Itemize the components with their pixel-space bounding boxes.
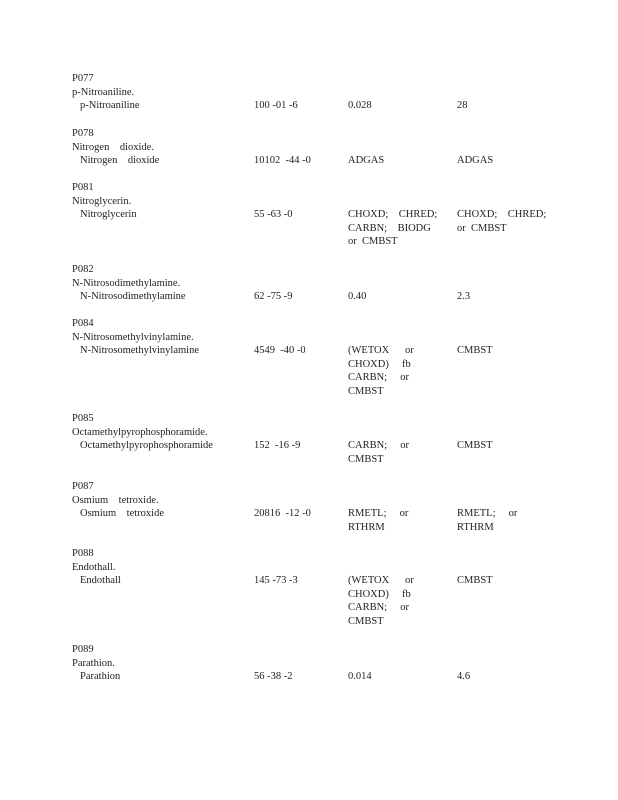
nonwastewater-line: 2.3	[457, 291, 471, 302]
waste-name: Endothall.	[72, 561, 116, 573]
wastewater-standard	[348, 154, 448, 168]
wastewater-line: RTHRM	[348, 521, 385, 533]
wastewater-line: CMBST	[348, 615, 384, 627]
constituent-row	[72, 439, 572, 465]
nonwastewater-standard	[457, 290, 557, 304]
waste-code: P089	[72, 644, 94, 655]
cas-number: 145 -73 -3	[254, 575, 298, 586]
nonwastewater-standard	[457, 99, 557, 113]
waste-entry	[72, 480, 572, 533]
constituent-row	[72, 507, 572, 533]
constituent-name: Nitrogen dioxide	[80, 155, 160, 166]
cas-number: 20816 -12 -0	[254, 508, 311, 519]
nonwastewater-standard	[457, 670, 557, 684]
nonwastewater-standard	[457, 154, 557, 168]
wastewater-line: CARBN; BIODG	[348, 222, 431, 234]
waste-code: P084	[72, 318, 94, 329]
nonwastewater-line: CMBST	[457, 345, 493, 356]
wastewater-line: (WETOX or	[348, 345, 414, 356]
waste-entry	[72, 263, 572, 304]
nonwastewater-standard	[457, 574, 557, 588]
nonwastewater-line: RMETL; or	[457, 508, 518, 519]
wastewater-line: CHOXD) fb	[348, 358, 411, 370]
cas-number: 62 -75 -9	[254, 291, 293, 302]
waste-code: P081	[72, 182, 94, 193]
waste-entry	[72, 547, 572, 627]
waste-code: P077	[72, 73, 94, 84]
nonwastewater-line: CHOXD; CHRED;	[457, 209, 547, 220]
wastewater-line: CARBN; or	[348, 440, 409, 451]
wastewater-line: CHOXD) fb	[348, 588, 411, 600]
wastewater-standard	[348, 670, 448, 684]
waste-name: Nitroglycerin.	[72, 195, 132, 207]
cas-number: 152 -16 -9	[254, 440, 301, 451]
waste-name: N-Nitrosomethylvinylamine.	[72, 331, 194, 343]
wastewater-line: CARBN; or	[348, 372, 409, 383]
constituent-row	[72, 574, 572, 627]
constituent-row	[72, 290, 572, 304]
constituent-name: Octamethylpyrophosphoramide	[80, 440, 213, 451]
wastewater-line: CMBST	[348, 385, 384, 397]
nonwastewater-line: ADGAS	[457, 155, 494, 166]
nonwastewater-standard	[457, 507, 557, 534]
nonwastewater-standard	[457, 208, 557, 235]
constituent-name: N-Nitrosomethylvinylamine	[80, 345, 199, 356]
wastewater-line: or CMBST	[348, 236, 398, 247]
waste-code: P088	[72, 548, 94, 559]
wastewater-line: RMETL; or	[348, 508, 409, 519]
wastewater-standard	[348, 439, 448, 466]
cas-number: 56 -38 -2	[254, 671, 293, 682]
wastewater-line: CARBN; or	[348, 602, 409, 613]
waste-code: P085	[72, 413, 94, 424]
constituent-row	[72, 99, 572, 113]
cas-number: 10102 -44 -0	[254, 155, 311, 166]
nonwastewater-standard	[457, 344, 557, 358]
constituent-name: N-Nitrosodimethylamine	[80, 291, 186, 302]
nonwastewater-line: 4.6	[457, 671, 471, 682]
wastewater-standard	[348, 208, 448, 249]
nonwastewater-standard	[457, 439, 557, 453]
constituent-row	[72, 670, 572, 684]
constituent-row	[72, 344, 572, 397]
waste-entry	[72, 72, 572, 113]
constituent-name: Nitroglycerin	[80, 209, 137, 220]
wastewater-standard	[348, 574, 448, 628]
cas-number: 55 -63 -0	[254, 209, 293, 220]
cas-number: 100 -01 -6	[254, 100, 298, 111]
wastewater-line: 0.028	[348, 100, 372, 111]
waste-code: P082	[72, 264, 94, 275]
waste-name: Octamethylpyrophosphoramide.	[72, 426, 208, 438]
constituent-name: p-Nitroaniline	[80, 100, 140, 111]
constituent-row	[72, 208, 572, 247]
constituent-name: Endothall	[80, 575, 121, 586]
wastewater-line: CMBST	[348, 453, 384, 465]
wastewater-standard	[348, 344, 448, 398]
cas-number: 4549 -40 -0	[254, 345, 306, 356]
nonwastewater-line: or CMBST	[457, 222, 507, 234]
wastewater-standard	[348, 99, 448, 113]
waste-entry	[72, 643, 572, 684]
wastewater-line: ADGAS	[348, 155, 385, 166]
wastewater-standard	[348, 507, 448, 534]
nonwastewater-line: RTHRM	[457, 521, 494, 533]
constituent-row	[72, 154, 572, 168]
constituent-name: Osmium tetroxide	[80, 508, 164, 519]
waste-name: Parathion.	[72, 657, 115, 669]
waste-entry	[72, 412, 572, 465]
waste-name: p-Nitroaniline.	[72, 86, 135, 98]
waste-name: Nitrogen dioxide.	[72, 141, 154, 153]
constituent-name: Parathion	[80, 671, 121, 682]
waste-entry	[72, 317, 572, 397]
waste-name: N-Nitrosodimethylamine.	[72, 277, 181, 289]
wastewater-line: (WETOX or	[348, 575, 414, 586]
waste-entry	[72, 127, 572, 168]
nonwastewater-line: 28	[457, 100, 468, 111]
waste-code: P087	[72, 481, 94, 492]
wastewater-line: 0.014	[348, 671, 372, 682]
nonwastewater-line: CMBST	[457, 440, 493, 451]
waste-code: P078	[72, 128, 94, 139]
waste-entry	[72, 181, 572, 247]
wastewater-line: 0.40	[348, 291, 367, 302]
wastewater-line: CHOXD; CHRED;	[348, 209, 438, 220]
waste-name: Osmium tetroxide.	[72, 494, 159, 506]
wastewater-standard	[348, 290, 448, 304]
nonwastewater-line: CMBST	[457, 575, 493, 586]
